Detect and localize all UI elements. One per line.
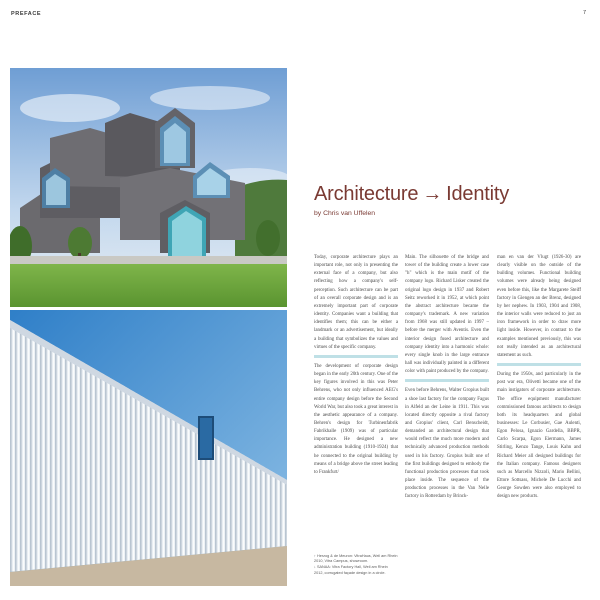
photo-captions [314,554,398,577]
title-arrow: → [422,183,443,205]
text-column-2 [405,254,489,502]
caption-top-photo: ↑ Herzog & de Meuron: VitraHaus, Weil am Rhein 2010, Vitra Campus, showroom. [314,554,398,564]
section-divider [405,379,489,382]
byline: by Chris van Uffelen [314,210,376,217]
paragraph: Today, corporate architecture plays an important role, not only in presenting the external face of a company, but also reflecting how a company's self-perception. Such architecture can be part of an overall corporate design and is an extremely important part of corporate identity. Companies want a building that identifies them; this can be either a landmark or an advertisement, but ideally a building that symbolizes the values and virtues of the specific company. [314,255,398,350]
title-architecture: Architecture [314,183,419,205]
paragraph: Main. The silhouette of the bridge and tower of the building create a lower case "h" which is the main motif of the company logo. Richard Lisker created the original logo design in 1937 and Robert Seitz reworked it in 1952, at which point the abstract architecture became the company's trademark. A new variation from 1968 was still updated in 1997 – before the merger with Aventis. Even the interior design fused architecture and company identity into a harmonic whole: every single knob in the large entrance hall was individually painted in a different color with paint produced by the company. [405,255,489,375]
paragraph: man en van der Vlugt (1926-30) are clearly visible on the outside of the building volumes. Functional building volumes were already being designed even before this, like the Margarete Steiff factory in Giengen an der Brenz, designed by her nephew. In 1903, 1904 and 1908, the interior walls were reduced to just an iron framework in order to draw more light inside. However, in contrast to the examples mentioned previously, this was not really intended as an architectural statement as such. [497,255,581,358]
title-identity: Identity [446,183,510,205]
text-column-3 [497,254,581,502]
factory-hall-photo [10,310,287,586]
paragraph: During the 1950s, and particularly in the post war era, Olivetti became one of the main instigators of corporate architecture. The office equipment manufacturer commissioned famous architects to design both its headquarters and global businesses: Le Corbusier, Gae Aulenti, Egon Pelosa, Ignazio Gardella, BBPR, Carlo Scarpa, Egon Eiermann, James Stirling, Kenzo Tange, Louis Kahn and Richard Meier all designed buildings for the Italian company. Famous designers such as Marcello Nizzoli, Mario Bellini, Ettore Sottsass, Michele De Lucchi and George Sowden were also employed to design new products. [497,372,581,500]
paragraph: Even before Behrens, Walter Gropius built a shoe last factory for the company Fagus in Alfeld an der Leine in 1911. This was located directly opposite a rival factory and Gropius' client, Carl Benscheidt, demanded an architectural design that would reflect the much more modern and technically advanced production methods used in his factory. Gropius built one of the first buildings designed to embody the functional production processes that took place inside. The sequence of the production processes in the Van Nelle factory in Rotterdam by Brinck- [405,388,489,500]
article-title [314,183,509,206]
paragraph: The development of corporate design began in the early 20th century. One of the key figures involved in this was Peter Behrens, who not only influenced AEG's entire company design before the Second World War, but also took a great interest in the aesthetic appearance of a company. Behren's design for Turbinenfabrik Fabrikhalle (1909) was of particular importance. He designed a new administration building (1910-1924) that he connected to the original building by means of a bridge above the street leading to Frankfurt/ [314,363,398,475]
text-column-1 [314,254,398,477]
caption-bottom-photo: ↓ SANAA: Vitra Factory Hall, Weil am Rhein 2012, corrugated façade design in a circle. [314,565,388,575]
section-divider [314,355,398,358]
page-number: 7 [583,10,587,16]
section-label: PREFACE [11,11,42,17]
section-divider [497,363,581,366]
vitrahaus-photo [10,68,287,307]
